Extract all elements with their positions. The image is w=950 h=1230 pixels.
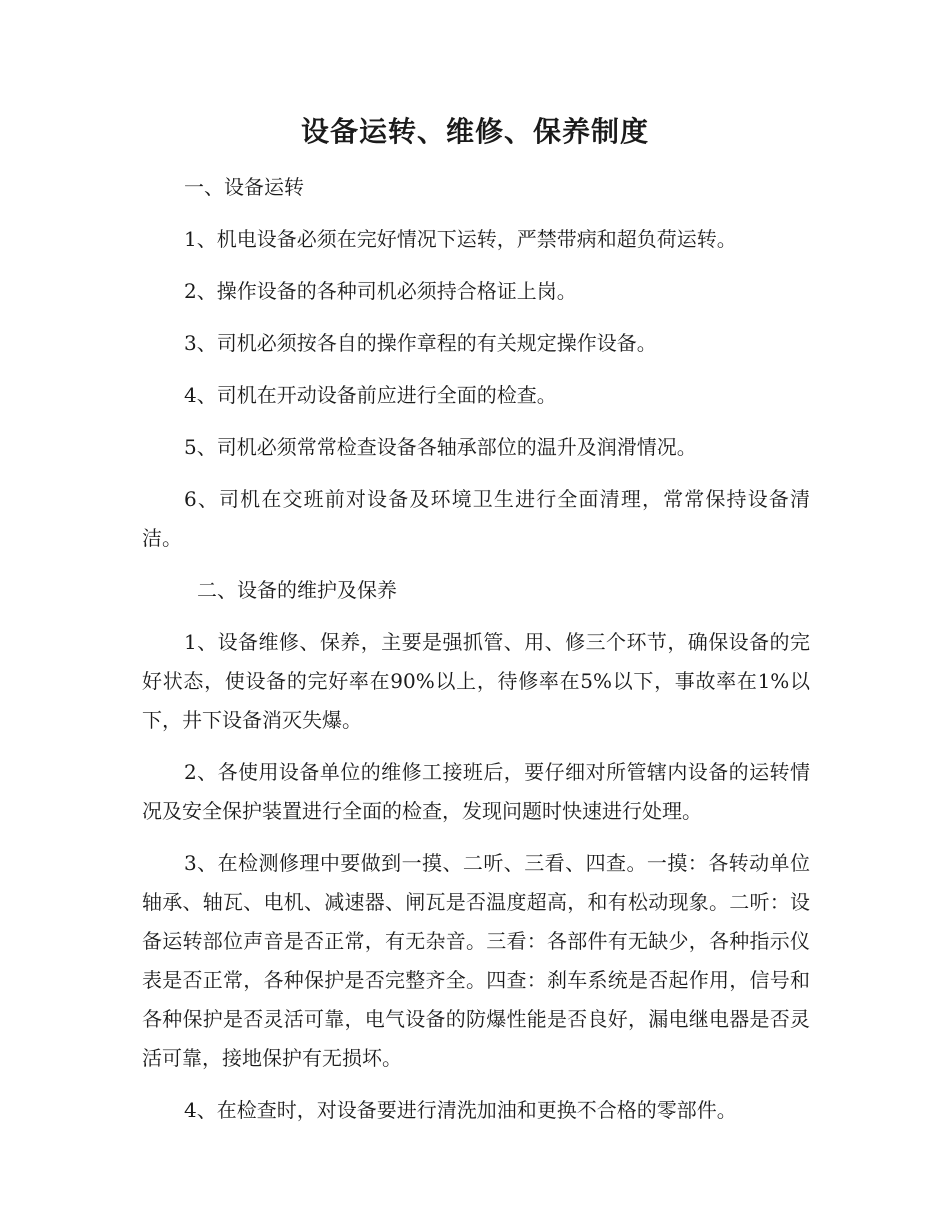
document-title: 设备运转、维修、保养制度 bbox=[300, 115, 649, 148]
operation-item-6: 6、司机在交班前对设备及环境卫生进行全面清理，常常保持设备清洁。 bbox=[142, 487, 810, 550]
operation-item-1: 1、机电设备必须在完好情况下运转，严禁带病和超负荷运转。 bbox=[184, 227, 737, 251]
maintenance-item-1: 1、设备维修、保养，主要是强抓管、用、修三个环节，确保设备的完好状态，使设备的完好率在90%以上，待修率在5%以下，事故率在1%以下，井下设备消灭失爆。 bbox=[142, 630, 810, 732]
maintenance-item-3: 3、在检测修理中要做到一摸、二听、三看、四查。一摸：各转动单位轴承、轴瓦、电机、减速器、闸瓦是否温度超高，和有松动现象。二听：设备运转部位声音是否正常，有无杂音。三看：各部件有无缺少，各种指示仪表是否正常，各种保护是否完整齐全。四查：刹车系统是否起作用，信号和各种保护是否灵活可靠，电气设备的防爆性能是否良好，漏电继电器是否灵活可靠，接地保护有无损坏。 bbox=[142, 851, 810, 1070]
operation-item-3: 3、司机必须按各自的操作章程的有关规定操作设备。 bbox=[184, 331, 657, 355]
operation-item-2: 2、操作设备的各种司机必须持合格证上岗。 bbox=[184, 279, 577, 303]
section-heading-operation: 一、设备运转 bbox=[184, 175, 304, 199]
section-heading-maintenance: 二、设备的维护及保养 bbox=[197, 578, 397, 602]
maintenance-item-4: 4、在检查时，对设备要进行清洗加油和更换不合格的零部件。 bbox=[184, 1098, 737, 1122]
document-body bbox=[142, 168, 810, 1143]
maintenance-item-2: 2、各使用设备单位的维修工接班后，要仔细对所管辖内设备的运转情况及安全保护装置进行全面的检查，发现问题时快速进行处理。 bbox=[142, 760, 810, 823]
operation-item-4: 4、司机在开动设备前应进行全面的检查。 bbox=[184, 383, 557, 407]
operation-item-5: 5、司机必须常常检查设备各轴承部位的温升及润滑情况。 bbox=[184, 435, 697, 459]
